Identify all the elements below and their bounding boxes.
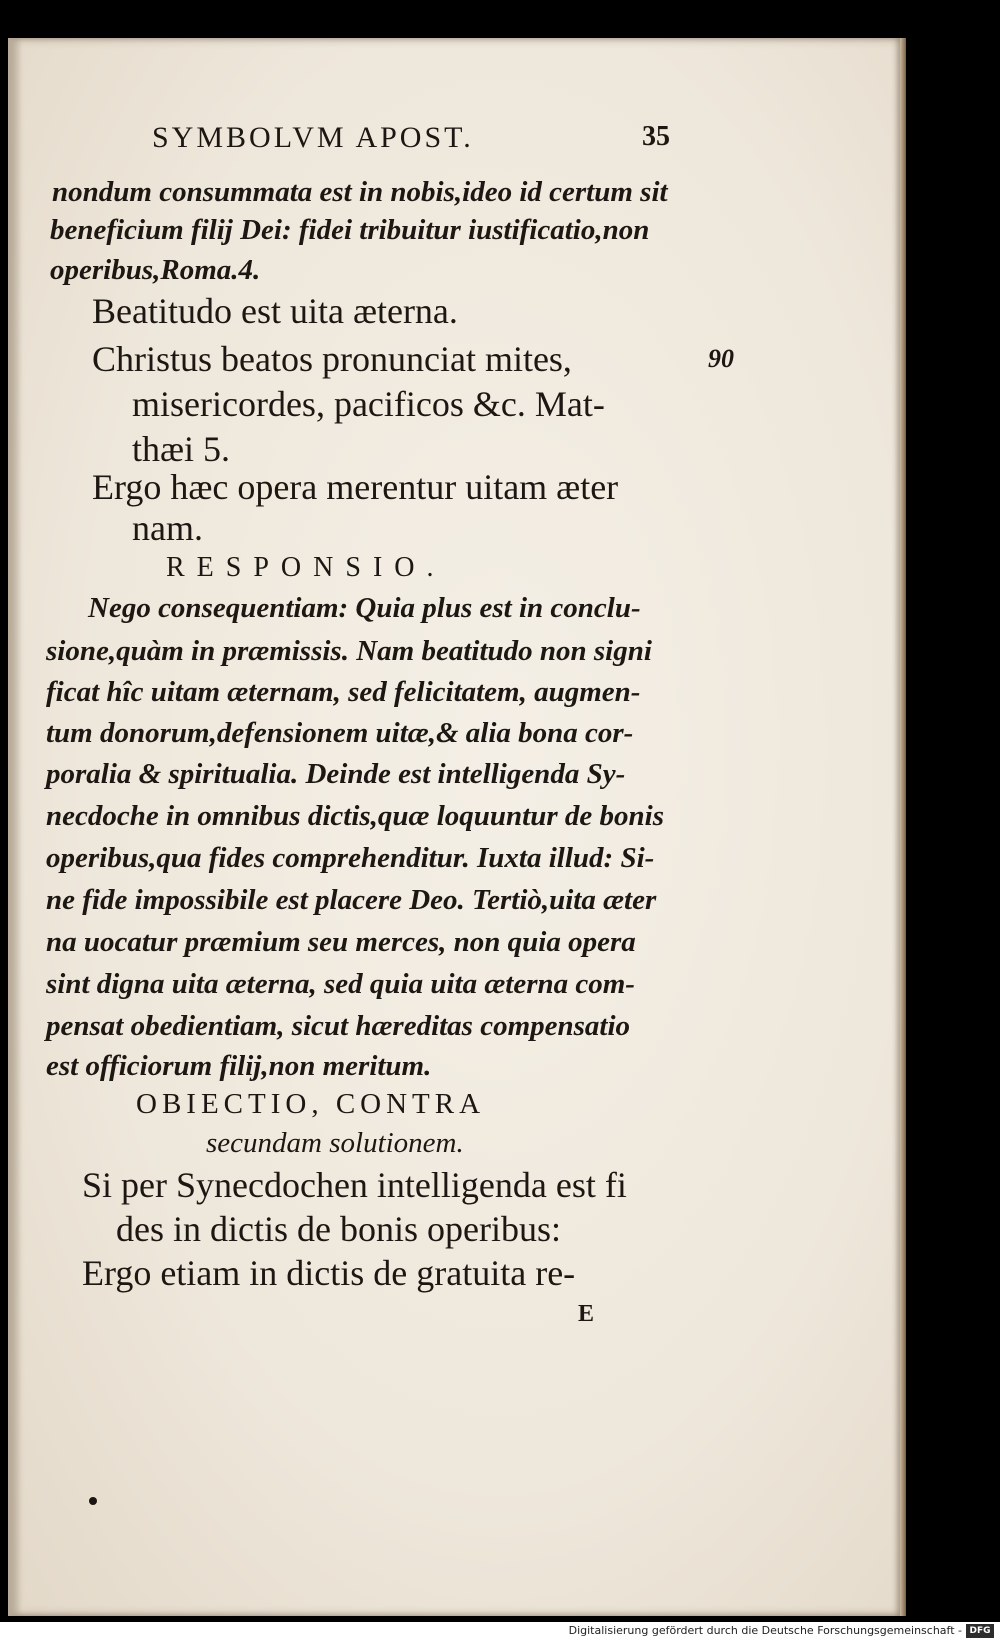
running-head: SYMBOLVM APOST. (152, 121, 474, 154)
text-line-26: des in dictis de bonis operibus: (116, 1209, 561, 1249)
dfg-logo: DFG (966, 1624, 994, 1638)
text-line-20: sint digna uita æterna, sed quia uita æterna com- (46, 968, 635, 1000)
catchword: E (578, 1301, 595, 1327)
text-line-7: thæi 5. (132, 429, 231, 469)
text-line-1: nondum consummata est in nobis,ideo id certum sit (52, 176, 668, 208)
text-line-3: operibus,Roma.4. (50, 254, 261, 286)
page-edge (900, 38, 906, 1616)
objection-heading: OBIECTIO, CONTRA (136, 1088, 486, 1120)
page-gutter (8, 38, 22, 1616)
text-line-8: Ergo hæc opera merentur uitam æter (92, 467, 619, 507)
text-line-19: na uocatur præmium seu merces, non quia opera (46, 926, 636, 958)
text-line-27: Ergo etiam in dictis de gratuita re- (82, 1253, 576, 1293)
footer-credit: Digitalisierung gefördert durch die Deutsche Forschungsgemeinschaft - (568, 1624, 962, 1637)
text-line-18: ne fide impossibile est placere Deo. Tertiò,uita æter (46, 884, 657, 916)
text-line-5: Christus beatos pronunciat mites, (92, 339, 572, 379)
text-line-12: sione,quàm in præmissis. Nam beatitudo non signi (46, 635, 652, 667)
margin-note: 90 (708, 344, 734, 373)
text-line-22: est officiorum filij,non meritum. (46, 1050, 432, 1082)
section-heading: RESPONSIO. (166, 552, 446, 583)
text-line-2: beneficium filij Dei: fidei tribuitur iustificatio,non (50, 214, 650, 246)
text-line-6: misericordes, pacificos &c. Mat- (132, 384, 605, 424)
text-line-25: Si per Synecdochen intelligenda est fi (82, 1165, 627, 1205)
text-line-11: Nego consequentiam: Quia plus est in conclu- (88, 592, 641, 624)
text-line-13: ficat hîc uitam æternam, sed felicitatem, augmen- (46, 676, 641, 708)
digitization-footer (0, 1622, 1000, 1641)
folio-number: 35 (642, 121, 670, 152)
text-line-9: nam. (132, 508, 203, 548)
text-line-14: tum donorum,defensionem uitæ,& alia bona cor- (46, 717, 634, 749)
text-line-21: pensat obedientiam, sicut hæreditas compensatio (46, 1010, 631, 1042)
text-line-4: Beatitudo est uita æterna. (92, 291, 458, 331)
objection-subheading: secundam solutionem. (206, 1127, 464, 1159)
text-line-15: poralia & spiritualia. Deinde est intelligenda Sy- (46, 758, 626, 790)
text-line-16: necdoche in omnibus dictis,quæ loquuntur de bonis (46, 800, 664, 832)
text-line-17: operibus,qua fides comprehenditur. Iuxta illud: Si- (46, 842, 655, 874)
ink-dot (89, 1497, 97, 1505)
